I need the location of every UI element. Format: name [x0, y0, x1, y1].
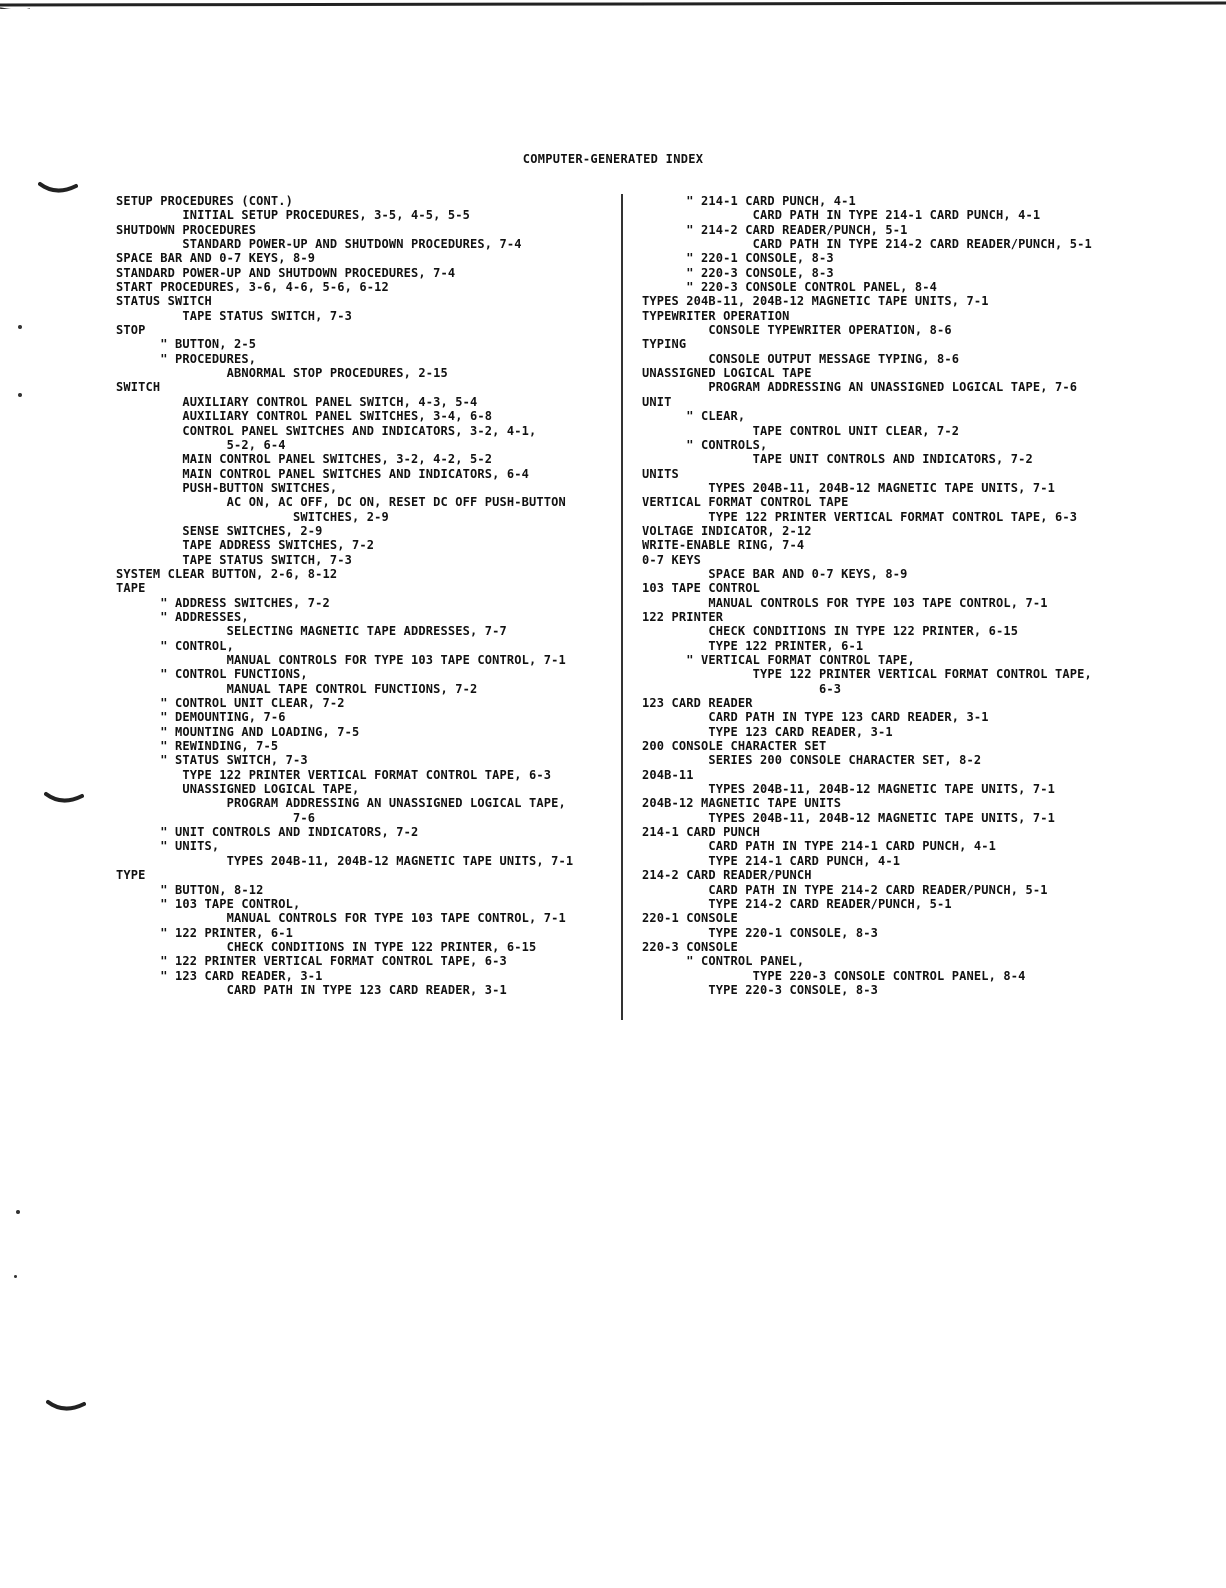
- index-entry: TYPE 122 PRINTER VERTICAL FORMAT CONTROL TAPE,: [642, 667, 1092, 682]
- index-entry: " CONTROL UNIT CLEAR, 7-2: [116, 696, 345, 711]
- index-entry: START PROCEDURES, 3-6, 4-6, 5-6, 6-12: [116, 280, 389, 295]
- index-entry: 214-2 CARD READER/PUNCH: [642, 868, 812, 883]
- index-entry: 200 CONSOLE CHARACTER SET: [642, 739, 827, 754]
- index-entry: TYPE 122 PRINTER VERTICAL FORMAT CONTROL TAPE, 6-3: [642, 509, 1078, 524]
- index-entry: MAIN CONTROL PANEL SWITCHES, 3-2, 4-2, 5-2: [116, 452, 493, 467]
- index-entry: " UNITS,: [116, 839, 220, 854]
- index-entry: SELECTING MAGNETIC TAPE ADDRESSES, 7-7: [116, 624, 507, 639]
- index-entry: " STATUS SWITCH, 7-3: [116, 753, 308, 768]
- index-entry: " PROCEDURES,: [116, 351, 257, 366]
- index-entry: TAPE STATUS SWITCH, 7-3: [116, 552, 352, 567]
- speck-mark: [18, 393, 22, 397]
- index-entry: TYPE 122 PRINTER VERTICAL FORMAT CONTROL TAPE, 6-3: [116, 767, 552, 782]
- index-entry: " CONTROL FUNCTIONS,: [116, 667, 308, 682]
- index-entry: AUXILIARY CONTROL PANEL SWITCHES, 3-4, 6-8: [116, 409, 493, 424]
- index-entry: " CONTROLS,: [642, 437, 768, 452]
- index-entry: TYPES 204B-11, 204B-12 MAGNETIC TAPE UNITS, 7-1: [642, 782, 1055, 797]
- index-entry: TYPE 123 CARD READER, 3-1: [642, 724, 893, 739]
- index-entry: " BUTTON, 2-5: [116, 337, 257, 352]
- index-entry: PROGRAM ADDRESSING AN UNASSIGNED LOGICAL TAPE, 7-6: [642, 380, 1078, 395]
- index-entry: " 122 PRINTER VERTICAL FORMAT CONTROL TAPE, 6-3: [116, 954, 507, 969]
- index-entry: " 214-1 CARD PUNCH, 4-1: [642, 194, 856, 208]
- index-entry: " 220-3 CONSOLE CONTROL PANEL, 8-4: [642, 280, 937, 295]
- index-entry: " 122 PRINTER, 6-1: [116, 925, 293, 940]
- index-entry: STOP: [116, 323, 146, 338]
- index-entry: CARD PATH IN TYPE 214-2 CARD READER/PUNCH, 5-1: [642, 237, 1092, 252]
- index-entry: TYPE 214-1 CARD PUNCH, 4-1: [642, 853, 901, 868]
- index-entry: TYPING: [642, 337, 687, 352]
- index-entry: 214-1 CARD PUNCH: [642, 825, 760, 840]
- binder-hole-mark: [38, 180, 78, 198]
- index-entry: " CLEAR,: [642, 409, 746, 424]
- index-entry: SERIES 200 CONSOLE CHARACTER SET, 8-2: [642, 753, 982, 768]
- index-entry: " 103 TAPE CONTROL,: [116, 896, 301, 911]
- index-entry: INITIAL SETUP PROCEDURES, 3-5, 4-5, 5-5: [116, 208, 470, 223]
- index-entry: STANDARD POWER-UP AND SHUTDOWN PROCEDURES, 7-4: [116, 265, 456, 280]
- index-entry: 204B-12 MAGNETIC TAPE UNITS: [642, 796, 842, 811]
- index-entry: SHUTDOWN PROCEDURES: [116, 222, 257, 237]
- index-entry: CONSOLE TYPEWRITER OPERATION, 8-6: [642, 323, 952, 338]
- index-entry: AUXILIARY CONTROL PANEL SWITCH, 4-3, 5-4: [116, 394, 478, 409]
- index-entry: TAPE: [116, 581, 146, 596]
- index-entry: UNASSIGNED LOGICAL TAPE,: [116, 782, 360, 797]
- index-entry: " 123 CARD READER, 3-1: [116, 968, 323, 983]
- page-top-edge: [0, 0, 1226, 9]
- index-entry: 220-1 CONSOLE: [642, 911, 738, 926]
- index-entry: SPACE BAR AND 0-7 KEYS, 8-9: [116, 251, 316, 266]
- index-entry: CARD PATH IN TYPE 123 CARD READER, 3-1: [116, 982, 507, 997]
- index-entry: SYSTEM CLEAR BUTTON, 2-6, 8-12: [116, 566, 338, 581]
- index-entry: WRITE-ENABLE RING, 7-4: [642, 538, 805, 553]
- index-entry: UNITS: [642, 466, 679, 481]
- index-entry: STATUS SWITCH: [116, 294, 212, 309]
- index-entry: SWITCH: [116, 380, 161, 395]
- page-title: COMPUTER-GENERATED INDEX: [522, 152, 704, 166]
- index-entry: TYPE 214-2 CARD READER/PUNCH, 5-1: [642, 896, 952, 911]
- index-entry: " DEMOUNTING, 7-6: [116, 710, 286, 725]
- binder-hole-mark: [44, 790, 84, 808]
- index-entry: 122 PRINTER: [642, 609, 724, 624]
- index-entry: CHECK CONDITIONS IN TYPE 122 PRINTER, 6-15: [642, 624, 1019, 639]
- index-entry: TAPE CONTROL UNIT CLEAR, 7-2: [642, 423, 960, 438]
- index-entry: PROGRAM ADDRESSING AN UNASSIGNED LOGICAL TAPE,: [116, 796, 566, 811]
- index-entry: " MOUNTING AND LOADING, 7-5: [116, 724, 360, 739]
- index-entry: TAPE STATUS SWITCH, 7-3: [116, 308, 352, 323]
- index-entry: TYPES 204B-11, 204B-12 MAGNETIC TAPE UNITS, 7-1: [116, 853, 574, 868]
- index-entry: 204B-11: [642, 767, 694, 782]
- index-entry: " BUTTON, 8-12: [116, 882, 264, 897]
- speck-mark: [18, 325, 22, 329]
- index-entry: MAIN CONTROL PANEL SWITCHES AND INDICATORS, 6-4: [116, 466, 529, 481]
- index-entry: SENSE SWITCHES, 2-9: [116, 523, 323, 538]
- index-entry: CONSOLE OUTPUT MESSAGE TYPING, 8-6: [642, 351, 960, 366]
- index-entry: CARD PATH IN TYPE 214-2 CARD READER/PUNCH, 5-1: [642, 882, 1048, 897]
- index-entry: MANUAL TAPE CONTROL FUNCTIONS, 7-2: [116, 681, 478, 696]
- index-entry: VERTICAL FORMAT CONTROL TAPE: [642, 495, 849, 510]
- index-entry: 220-3 CONSOLE: [642, 939, 738, 954]
- index-entry: STANDARD POWER-UP AND SHUTDOWN PROCEDURES, 7-4: [116, 237, 522, 252]
- index-entry: CHECK CONDITIONS IN TYPE 122 PRINTER, 6-15: [116, 939, 537, 954]
- index-entry: " 220-3 CONSOLE, 8-3: [642, 265, 834, 280]
- index-entry: " 220-1 CONSOLE, 8-3: [642, 251, 834, 266]
- index-entry: 103 TAPE CONTROL: [642, 581, 760, 596]
- index-entry: VOLTAGE INDICATOR, 2-12: [642, 523, 812, 538]
- index-entry: TYPE 220-3 CONSOLE CONTROL PANEL, 8-4: [642, 968, 1026, 983]
- index-entry: TYPE 220-3 CONSOLE, 8-3: [642, 982, 878, 997]
- index-entry: CONTROL PANEL SWITCHES AND INDICATORS, 3-2, 4-1,: [116, 423, 537, 438]
- index-entry: ABNORMAL STOP PROCEDURES, 2-15: [116, 366, 448, 381]
- index-entry: MANUAL CONTROLS FOR TYPE 103 TAPE CONTROL, 7-1: [642, 595, 1048, 610]
- index-entry: " 214-2 CARD READER/PUNCH, 5-1: [642, 222, 908, 237]
- index-entry: TYPES 204B-11, 204B-12 MAGNETIC TAPE UNITS, 7-1: [642, 294, 989, 309]
- index-entry: TYPE 220-1 CONSOLE, 8-3: [642, 925, 878, 940]
- index-entry: TYPE: [116, 868, 146, 883]
- index-entry: 7-6: [116, 810, 316, 825]
- index-entry: 6-3: [642, 681, 842, 696]
- index-entry: 0-7 KEYS: [642, 552, 701, 567]
- index-entry: SPACE BAR AND 0-7 KEYS, 8-9: [642, 566, 908, 581]
- index-entry: 5-2, 6-4: [116, 437, 286, 452]
- speck-mark: [16, 1210, 20, 1214]
- index-entry: MANUAL CONTROLS FOR TYPE 103 TAPE CONTROL, 7-1: [116, 653, 566, 667]
- index-entry: TAPE ADDRESS SWITCHES, 7-2: [116, 538, 375, 553]
- index-entry: TYPEWRITER OPERATION: [642, 308, 790, 323]
- index-entry: " CONTROL PANEL,: [642, 954, 805, 969]
- speck-mark: [14, 1275, 17, 1278]
- index-entry: " ADDRESSES,: [116, 609, 249, 624]
- index-entry: AC ON, AC OFF, DC ON, RESET DC OFF PUSH-BUTTON: [116, 495, 566, 510]
- binder-hole-mark: [46, 1398, 86, 1416]
- index-entry: TAPE UNIT CONTROLS AND INDICATORS, 7-2: [642, 452, 1033, 467]
- index-entry: TYPES 204B-11, 204B-12 MAGNETIC TAPE UNITS, 7-1: [642, 810, 1055, 825]
- index-entry: TYPE 122 PRINTER, 6-1: [642, 638, 864, 653]
- index-entry: PUSH-BUTTON SWITCHES,: [116, 480, 338, 495]
- index-entry: MANUAL CONTROLS FOR TYPE 103 TAPE CONTROL, 7-1: [116, 911, 566, 926]
- index-entry: " UNIT CONTROLS AND INDICATORS, 7-2: [116, 825, 419, 840]
- index-entry: " CONTROL,: [116, 638, 234, 653]
- index-entry: CARD PATH IN TYPE 214-1 CARD PUNCH, 4-1: [642, 839, 996, 854]
- index-entry: " VERTICAL FORMAT CONTROL TAPE,: [642, 653, 915, 667]
- index-entry: " ADDRESS SWITCHES, 7-2: [116, 595, 330, 610]
- index-entry: " REWINDING, 7-5: [116, 739, 279, 754]
- index-entry: SWITCHES, 2-9: [116, 509, 389, 524]
- index-column-right: [642, 194, 1222, 997]
- column-divider: [621, 194, 623, 1020]
- index-entry: TYPES 204B-11, 204B-12 MAGNETIC TAPE UNITS, 7-1: [642, 480, 1055, 495]
- index-entry: UNASSIGNED LOGICAL TAPE: [642, 366, 812, 381]
- index-entry: UNIT: [642, 394, 672, 409]
- index-entry: CARD PATH IN TYPE 123 CARD READER, 3-1: [642, 710, 989, 725]
- index-entry: 123 CARD READER: [642, 696, 753, 711]
- index-entry: CARD PATH IN TYPE 214-1 CARD PUNCH, 4-1: [642, 208, 1041, 223]
- index-entry: SETUP PROCEDURES (CONT.): [116, 194, 293, 208]
- index-column-left: [116, 194, 616, 997]
